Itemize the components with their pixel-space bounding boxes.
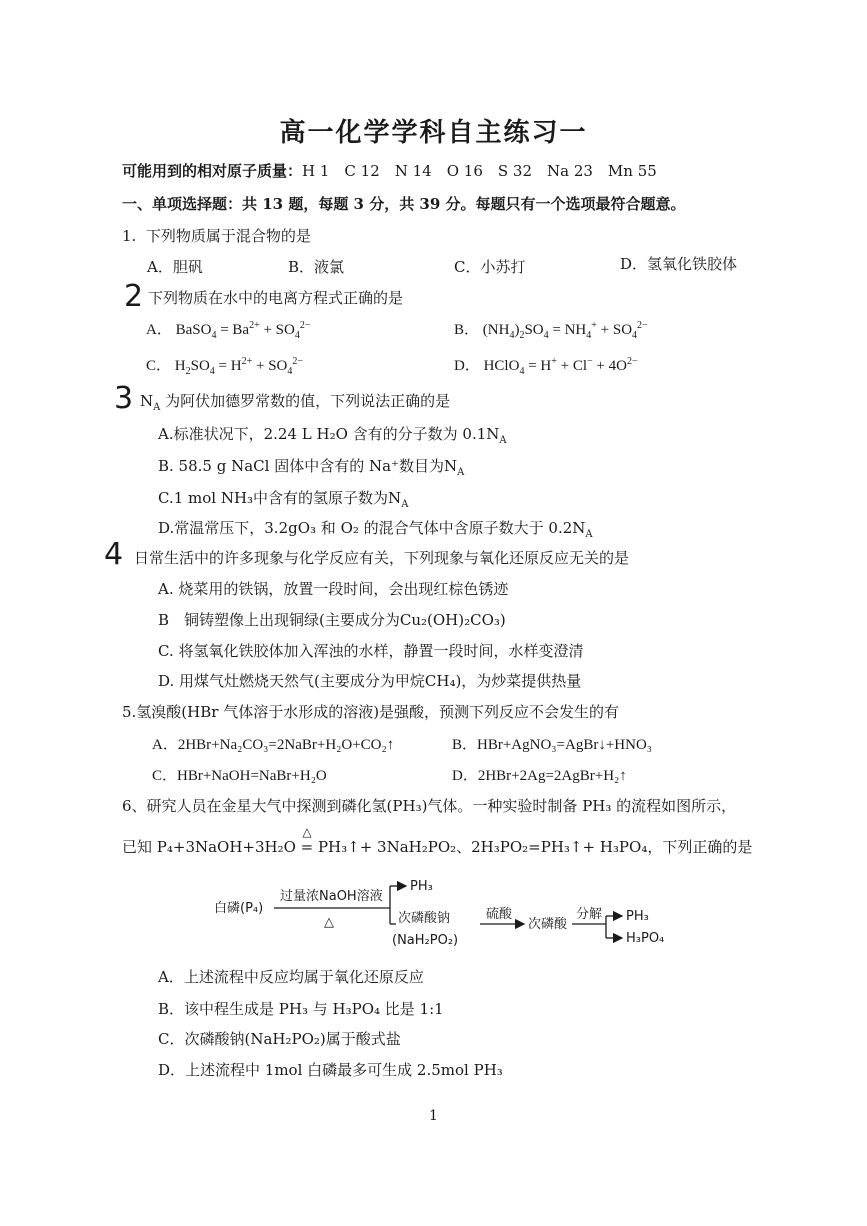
- q2-option-d-label: D．: [454, 358, 480, 374]
- q5-option-b: B．HBr+AgNO₃=AgBr↓+HNO₃: [452, 737, 653, 753]
- flow-prod2: H₃PO₄: [626, 931, 665, 946]
- page-title: 高一化学学科自主练习一: [279, 118, 588, 148]
- q1-option-b: B．液氯: [288, 258, 345, 276]
- atomic-masses: [122, 160, 657, 181]
- q6-option-c: C．次磷酸钠(NaH₂PO₂)属于酸式盐: [158, 1030, 401, 1048]
- q4-option-d: D. 用煤气灶燃烧天然气(主要成分为甲烷CH₄)，为炒菜提供热量: [158, 672, 582, 690]
- flow-decompose: 分解: [576, 907, 603, 922]
- flow-salt: 次磷酸钠: [398, 911, 451, 926]
- q6-equation-line: [122, 825, 753, 857]
- q6-option-d: D．上述流程中 1mol 白磷最多可生成 2.5mol PH₃: [158, 1061, 503, 1079]
- q3-option-c-text: C.1 mol NH₃中含有的氢原子数为N: [158, 489, 402, 507]
- flow-salt-formula: (NaH₂PO₂): [392, 933, 459, 948]
- q2-option-a: A． BaSO$_4$ = $Ba^{2+} + SO_4^{2-}$: [146, 320, 311, 341]
- q3-option-d-text: D.常温常压下，3.2gO₃ 和 O₂ 的混合气体中含原子数大于 0.2N: [158, 519, 586, 537]
- q6-equals-heat: △ =: [296, 838, 318, 856]
- q5-option-a: A．2HBr+Na₂CO₃=2NaBr+H₂O+CO₂↑: [152, 737, 395, 753]
- q1-option-d: D．氢氧化铁胶体: [620, 255, 738, 273]
- q3-text: 为阿伏加德罗常数的值，下列说法正确的是: [165, 392, 451, 410]
- flow-start: 白磷(P₄): [214, 901, 264, 916]
- q3-option-b-text: B. 58.5 g NaCl 固体中含有的 Na⁺数目为N: [158, 457, 458, 475]
- q2-option-c: C． $H_2SO_4 = H^{2+} + SO_4^{2-}$: [146, 356, 304, 377]
- q6-option-b: B．该中程生成是 PH₃ 与 H₃PO₄ 比是 1:1: [158, 1000, 444, 1018]
- q1-number: 1.: [122, 227, 137, 245]
- atomic-masses-values: H 1 C 12 N 14 O 16 S 32 Na 23 Mn 55: [302, 162, 657, 180]
- q2-option-a-label: A．: [146, 322, 172, 338]
- flow-heat: △: [324, 915, 334, 930]
- q1-option-a: A．胆矾: [147, 258, 203, 276]
- q6-equation-post: PH₃↑+ 3NaH₂PO₂、2H₃PO₂=PH₃↑+ H₃PO₄，下列正确的是: [317, 838, 753, 856]
- flow-reagent: 过量浓NaOH溶液: [280, 889, 383, 904]
- q3-stem: $N_A$ 为阿伏加德罗常数的值，下列说法正确的是: [140, 392, 451, 413]
- q2-stem: 下列物质在水中的电离方程式正确的是: [148, 289, 404, 307]
- q4-stem: 日常生活中的许多现象与化学反应有关，下列现象与氧化还原反应无关的是: [134, 549, 630, 567]
- q3-option-a: A.标准状况下，2.24 L H₂O 含有的分子数为 $0.1N_A$: [158, 425, 507, 446]
- q4-option-a: A. 烧菜用的铁锅，放置一段时间，会出现红棕色锈迹: [158, 580, 509, 598]
- q2-number: 2: [124, 279, 144, 314]
- q5-option-c: C．HBr+NaOH=NaBr+H₂O: [152, 768, 327, 784]
- flow-acid-reagent: 硫酸: [486, 907, 513, 922]
- q5-option-d: D．2HBr+2Ag=2AgBr+H₂↑: [452, 768, 627, 784]
- flow-acid: 次磷酸: [528, 917, 568, 932]
- q3-option-c: C.1 mol NH₃中含有的氢原子数为$N_A$: [158, 489, 409, 510]
- q6-stem: 6、研究人员在金星大气中探测到磷化氢(PH₃)气体。一种实验时制备 PH₃ 的流程如图所示，: [122, 797, 737, 815]
- q3-option-b: B. 58.5 g NaCl 固体中含有的 Na⁺数目为$N_A$: [158, 457, 465, 478]
- q1-text: 下列物质属于混合物的是: [145, 227, 311, 245]
- q2-option-b-label: B．: [454, 322, 480, 338]
- q2-option-b: B． $(NH_4)_2SO_4 = NH_4^+ + SO_4^{2-}$: [454, 320, 648, 341]
- q2-option-d: D． HClO$_4$ = $H^+ + Cl^- + 4O^{2-}$: [454, 356, 638, 377]
- q3-number: 3: [114, 381, 134, 416]
- q5-stem: 5.氢溴酸(HBr 气体溶于水形成的溶液)是强酸，预测下列反应不会发生的有: [122, 703, 620, 721]
- page-number: 1: [429, 1108, 438, 1124]
- section-heading: 一、单项选择题：共 13 题，每题 3 分，共 39 分。每题只有一个选项最符合题意。: [122, 195, 686, 213]
- q6-equation-pre: 已知 P₄+3NaOH+3H₂O: [122, 838, 296, 856]
- q2-option-c-label: C．: [146, 358, 172, 374]
- flow-prod1: PH₃: [626, 909, 649, 924]
- q3-option-a-text: A.标准状况下，2.24 L H₂O 含有的分子数为 0.1N: [158, 425, 500, 443]
- q4-option-b: B 铜铸塑像上出现铜绿(主要成分为Cu₂(OH)₂CO₃): [158, 611, 506, 629]
- q4-number: 4: [104, 537, 124, 572]
- flow-ph3: PH₃: [410, 879, 433, 894]
- atomic-masses-label: 可能用到的相对原子质量：: [122, 162, 303, 180]
- q1-option-c: C．小苏打: [454, 258, 526, 276]
- q6-delta: △: [302, 825, 312, 839]
- q1-stem: [122, 225, 311, 246]
- q3-option-d: D.常温常压下，3.2gO₃ 和 O₂ 的混合气体中含原子数大于 $0.2N_A$: [158, 519, 593, 540]
- q6-flow-diagram: [212, 872, 682, 952]
- q6-option-a: A．上述流程中反应均属于氧化还原反应: [158, 968, 424, 986]
- q4-option-c: C. 将氢氧化铁胶体加入浑浊的水样，静置一段时间，水样变澄清: [158, 642, 584, 660]
